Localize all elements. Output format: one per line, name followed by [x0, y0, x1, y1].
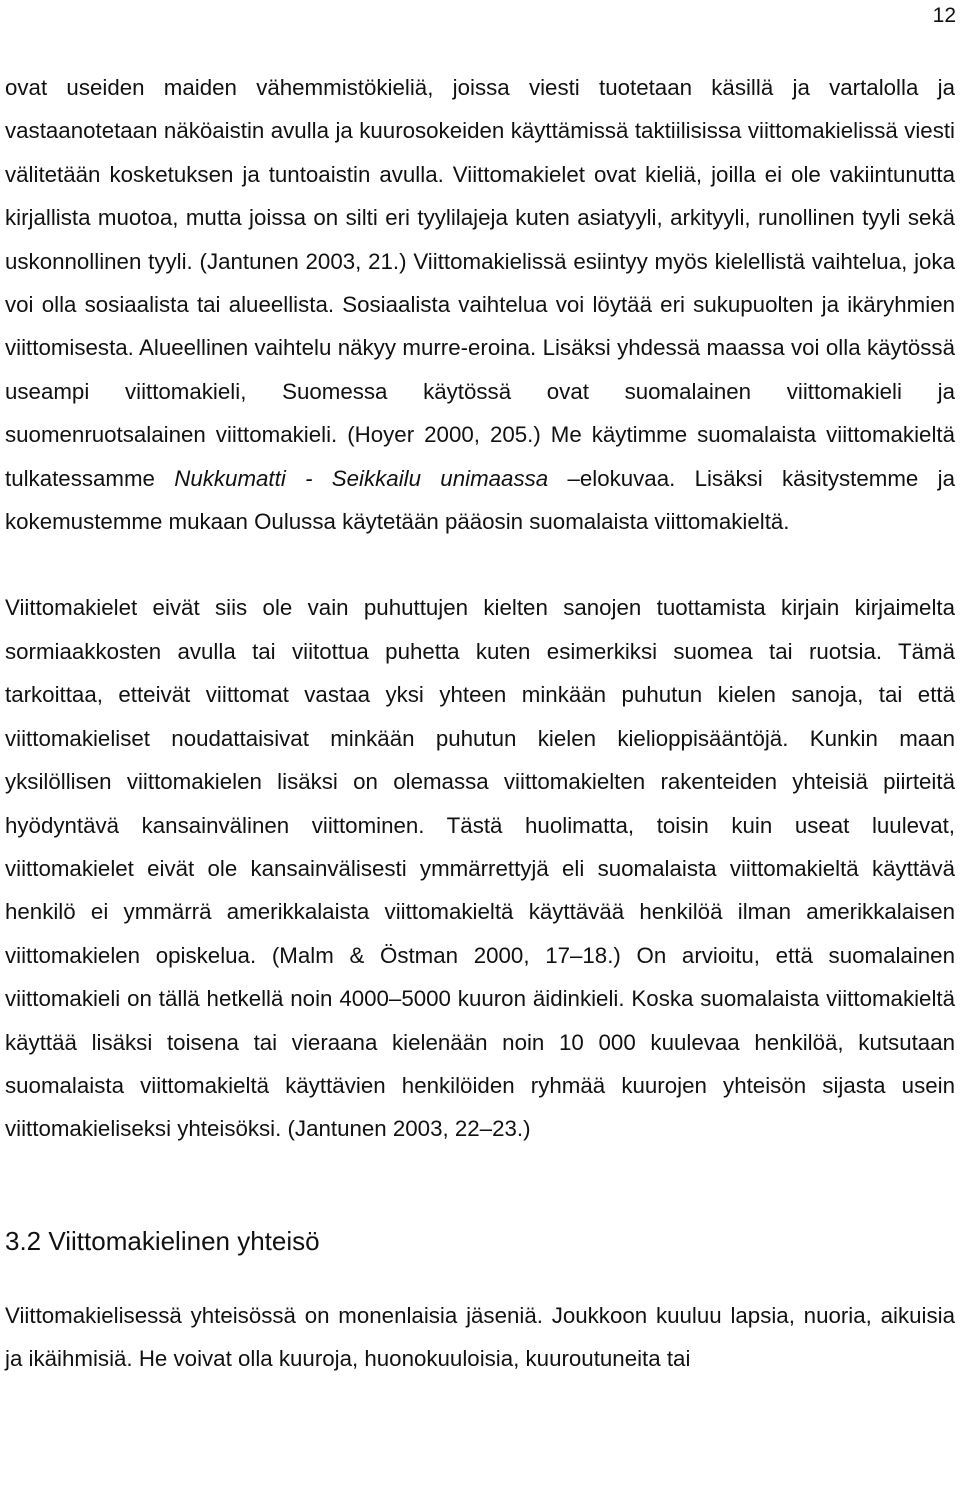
section-heading: 3.2 Viittomakielinen yhteisö — [5, 1225, 320, 1256]
paragraph-1-text: ovat useiden maiden vähemmistökieliä, joissa viesti tuotetaan käsillä ja vartalolla ja vastaanotetaan näköaistin avulla ja kuurosokeiden käyttämissä taktiilisissa viittomakielissä viesti välitetään kosketuksen ja tuntoaistin avulla. Viittomakielet ovat kieliä, joilla ei ole vakiintunutta kirjallista muotoa, mutta joissa on silti eri tyylilajeja kuten asiatyyli, arkityyli, runollinen tyyli sekä uskonnollinen tyyli. (Jantunen 2003, 21.) Viittomakielissä esiintyy myös kielellistä vaihtelua, joka voi olla sosiaalista tai alueellista. Sosiaalista vaihtelua voi löytää eri sukupuolten ja ikäryhmien viittomisesta. Alueellinen vaihtelu näkyy murre-eroina. Lisäksi yhdessä maassa voi olla käytössä useampi viittomakieli, Suomessa käytössä ovat suomalainen viittomakieli ja suomenruotsalainen viittomakieli. (Hoyer 2000, 205.) Me käytimme suomalaista viittomakieltä tulkatessamme — [5, 75, 955, 491]
paragraph-1 — [5, 66, 955, 543]
paragraph-3: Viittomakielisessä yhteisössä on monenlaisia jäseniä. Joukkoon kuuluu lapsia, nuoria, aikuisia ja ikäihmisiä. He voivat olla kuuroja, huonokuuloisia, kuuroutuneita tai — [5, 1302, 955, 1372]
page-number: 12 — [932, 4, 956, 27]
page-body — [5, 66, 955, 1381]
paragraph-2: Viittomakielet eivät siis ole vain puhuttujen kielten sanojen tuottamista kirjain kirjaimelta sormiaakkosten avulla tai viitottua puhetta kuten esimerkiksi suomea tai ruotsia. Tämä tarkoittaa, etteivät viittomat vastaa yksi yhteen minkään puhutun kielen sanoja, tai että viittomakieliset noudattaisivat minkään puhutun kielen kielioppisääntöjä. Kunkin maan yksilöllisen viittomakielen lisäksi on olemassa viittomakielten rakenteiden yhteisiä piirteitä hyödyntävä kansainvälinen viittominen. Tästä huolimatta, toisin kuin useat luulevat, viittomakielet eivät ole kansainvälisesti ymmärrettyjä eli suomalaista viittomakieltä käyttävä henkilö ei ymmärrä amerikkalaista viittomakieltä käyttävää henkilöä ilman amerikkalaisen viittomakielen opiskelua. (Malm & Östman 2000, 17–18.) On arvioitu, että suomalainen viittomakieli on tällä hetkellä noin 4000–5000 kuuron äidinkieli. Koska suomalaista viittomakieltä käyttää lisäksi toisena tai vieraana kielenään noin 10 000 kuulevaa henkilöä, kutsutaan suomalaista viittomakieltä käyttävien henkilöiden ryhmää kuurojen yhteisön sijasta usein viittomakieliseksi yhteisöksi. (Jantunen 2003, 22–23.) — [5, 595, 955, 1142]
paragraph-1-text-end: –elokuvaa. Lisäksi käsitystemme ja kokemustemme mukaan Oulussa käytetään pääosin suomalaista viittomakieltä. — [5, 465, 955, 535]
film-title: Nukkumatti - Seikkailu unimaassa — [174, 465, 549, 491]
